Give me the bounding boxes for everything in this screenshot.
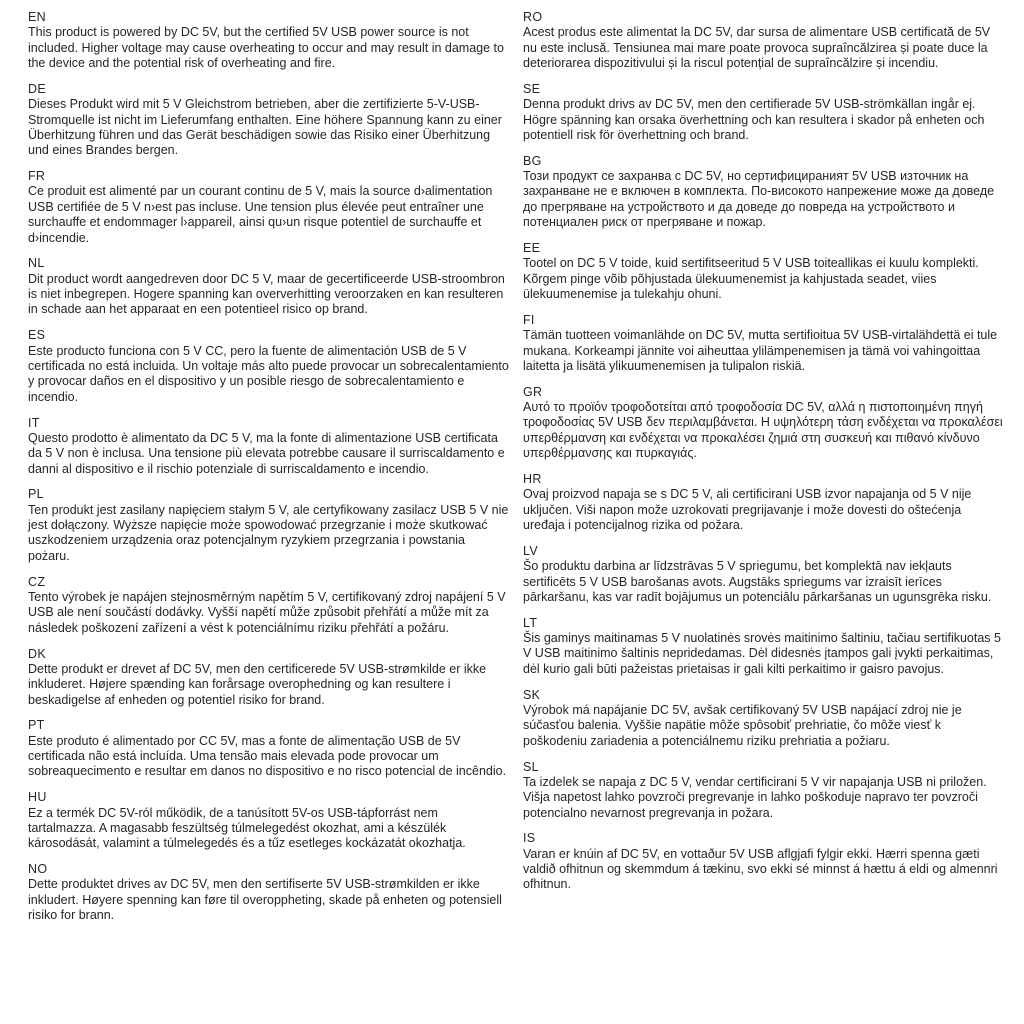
language-section-fi [523, 312, 1004, 374]
language-text: Questo prodotto è alimentato da DC 5 V, ma la fonte di alimentazione USB certificata da 5 V non è inclusa. Una tensione più elevata potrebbe causare il surriscaldamento e danni al dispositivo e il rischio potenziale di surriscaldamento e incendio. [28, 430, 505, 476]
language-section-fr [28, 168, 509, 246]
language-text: Výrobok má napájanie DC 5V, avšak certifikovaný 5V USB napájací zdroj nie je súčasťou balenia. Vyššie napätie môže spôsobiť prehriatie, čo môže viesť k poškodeniu zariadenia a potenciálnemu riziku prehriatia a požiaru. [523, 702, 962, 748]
language-code: LT [523, 615, 538, 630]
language-section-pl [28, 486, 509, 564]
language-code: BG [523, 153, 542, 168]
language-section-is [523, 830, 1004, 892]
language-section-es [28, 327, 509, 405]
language-code: FR [28, 169, 46, 184]
language-code: DE [28, 81, 46, 96]
language-text: Ez a termék DC 5V-ról működik, de a tanúsított 5V-os USB-tápforrást nem tartalmazza. A magasabb feszültség túlmelegedést okozhat, ami a készülék károsodását, valamint a túlmelegedés és a tűz esetleges kockázatát okozhatja. [28, 805, 466, 851]
language-code: RO [523, 10, 543, 24]
language-code: PL [28, 487, 44, 502]
language-text: Šis gaminys maitinamas 5 V nuolatinės srovės maitinimo šaltiniu, tačiau sertifikuotas 5 V USB maitinimo šaltinis nepridedamas. Dėl didesnės įtampos gali įvykti perkaitimas, dėl kurio gali būti pažeistas prietaisas ir gali kilti perkaitimo ir gaisro pavojus. [523, 631, 1001, 676]
language-code: GR [523, 384, 543, 399]
language-text: Tento výrobek je napájen stejnosměrným napětím 5 V, certifikovaný zdroj napájení 5 V USB ale není součástí dodávky. Vyšší napětí může způsobit přehřátí a může mít za následek poškození zařízení a vést k potenciálnímu riziku přehřátí a požáru. [28, 589, 506, 635]
left-column [28, 9, 509, 1016]
language-code: DK [28, 646, 46, 661]
language-section-lv [523, 543, 1004, 605]
language-section-se [523, 81, 1004, 143]
language-code: FI [523, 312, 535, 327]
language-text: Denna produkt drivs av DC 5V, men den certifierade 5V USB-strömkällan ingår ej. Högre spänning kan orsaka överhettning och kan resultera i skador på enheten och potentiell risk för överhettning och brand. [523, 97, 985, 142]
language-code: SK [523, 687, 541, 702]
language-text: Ten produkt jest zasilany napięciem stałym 5 V, ale certyfikowany zasilacz USB 5 V nie jest dołączony. Wyższe napięcie może spowodować przegrzanie i może skutkować uszkodzeniem urządzenia oraz potencjalnym ryzykiem przegrzania i powstania pożaru. [28, 502, 509, 563]
language-section-gr [523, 384, 1004, 462]
language-section-bg [523, 153, 1004, 231]
language-section-ro [523, 9, 1004, 71]
language-text: Tootel on DC 5 V toide, kuid sertifitseeritud 5 V USB toiteallikas ei kuulu komplekti. Kõrgem pinge võib põhjustada ülekuumenemist ja kahjustada seadet, viies ülekuumenemise ja tulekahju ohuni. [523, 256, 979, 301]
language-text: Šo produktu darbina ar līdzstrāvas 5 V spriegumu, bet komplektā nav iekļauts sertificēts 5 V USB barošanas avots. Augstāks spriegums var izraisīt ierīces pārkaršanu, kas var radīt bojājumus un potenciālu pārkaršanas un ugunsgrēka risku. [523, 559, 992, 604]
language-section-cz [28, 574, 509, 636]
language-section-it [28, 415, 509, 477]
language-code: PT [28, 718, 45, 733]
language-code: NL [28, 256, 45, 271]
language-code: EE [523, 241, 541, 255]
language-section-ee [523, 240, 1004, 302]
language-code: LV [523, 543, 538, 558]
language-text: Dette produkt er drevet af DC 5V, men den certificerede 5V USB-strømkilde er ikke inkluderet. Højere spænding kan forårsage overophedning og kan resultere i beskadigelse af enheden og potentiel risiko for brand. [28, 661, 487, 707]
language-section-dk [28, 646, 509, 708]
language-code: HU [28, 790, 47, 805]
language-text: Dette produktet drives av DC 5V, men den sertifiserte 5V USB-strømkilden er ikke inkludert. Høyere spenning kan føre til overoppheting, skade på enheten og potensiell risiko for brann. [28, 877, 502, 923]
language-text: Tämän tuotteen voimanlähde on DC 5V, mutta sertifioitua 5V USB-virtalähdettä ei tule mukana. Korkeampi jännite voi aiheuttaa ylilämpenemisen ja tämä voi vahingoittaa laitetta ja lisätä ylikuumenemisen ja tulipalon riskiä. [523, 328, 998, 373]
language-text: Este producto funciona con 5 V CC, pero la fuente de alimentación USB de 5 V certificada no está incluida. Un voltaje más alto puede provocar un sobrecalentamiento y provocar daños en el dispositivo y un posible riesgo de sobrecalentamiento e incendio. [28, 343, 509, 404]
language-section-nl [28, 255, 509, 317]
language-code: HR [523, 472, 542, 486]
language-section-sk [523, 687, 1004, 749]
language-code: EN [28, 10, 46, 24]
language-section-pt [28, 717, 509, 779]
right-column [523, 9, 1004, 1016]
language-code: ES [28, 328, 46, 343]
language-section-sl [523, 759, 1004, 821]
language-text: Този продукт се захранва с DC 5V, но сертифицираният 5V USB източник на захранване не е включен в комплекта. По-високото напрежение може да доведе до прегряване на устройството и да доведе до повреда на устройството и потенциален риск от прегряване и пожар. [523, 169, 995, 230]
language-section-lt [523, 615, 1004, 677]
language-section-en [28, 9, 509, 71]
language-text: Dieses Produkt wird mit 5 V Gleichstrom betrieben, aber die zertifizierte 5-V-USB-Stromquelle ist nicht im Lieferumfang enthalten. Eine höhere Spannung kann zu einer Überhitzung führen und das Gerät beschädigen sowie das Risiko einer Überhitzung und eines Brandes bergen. [28, 97, 502, 158]
language-text: Ce produit est alimenté par un courant continu de 5 V, mais la source d›alimentation USB certifiée de 5 V n›est pas incluse. Une tension plus élevée peut entraîner une surchauffe et endommager l›appareil, ainsi qu›un risque potentiel de surchauffe et d›incendie. [28, 184, 493, 245]
language-code: IS [523, 831, 536, 846]
language-section-no [28, 861, 509, 923]
language-code: SE [523, 81, 541, 96]
language-section-hu [28, 789, 509, 851]
language-text: Acest produs este alimentat la DC 5V, dar sursa de alimentare USB certificată de 5V nu este inclusă. Tensiunea mai mare poate provoca supraîncălzirea și poate duce la deteriorarea dispozitivului și la riscul potențial de supraîncălzire și incendiu. [523, 25, 991, 70]
language-code: NO [28, 862, 48, 877]
language-text: This product is powered by DC 5V, but the certified 5V USB power source is not included. Higher voltage may cause overheating to occur and may result in damage to the device and the potential risk of overheating and fire. [28, 25, 504, 70]
language-section-hr [523, 471, 1004, 533]
language-text: Ovaj proizvod napaja se s DC 5 V, ali certificirani USB izvor napajanja od 5 V nije uključen. Viši napon može uzrokovati pregrijavanje i može dovesti do oštećenja uređaja i potencijalnog rizika od požara. [523, 487, 972, 532]
language-text: Dit product wordt aangedreven door DC 5 V, maar de gecertificeerde USB-stroombron is niet inbegrepen. Hogere spanning kan oververhitting veroorzaken en kan resulteren in schade aan het apparaat en een potentieel risico op brand. [28, 271, 505, 317]
language-text: Αυτό το προϊόν τροφοδοτείται από τροφοδοσία DC 5V, αλλά η πιστοποιημένη πηγή τροφοδοσίας 5V USB δεν περιλαμβάνεται. Η υψηλότερη τάση ενδέχεται να προκαλέσει υπερθέρμανση και ενδέχεται να προκαλέσει ζημιά στη συσκευή και πιθανό κίνδυνο υπερθέρμανσης και πυρκαγιάς. [523, 400, 1003, 461]
language-code: IT [28, 415, 40, 430]
language-code: CZ [28, 574, 46, 589]
language-code: SL [523, 759, 539, 774]
language-text: Ta izdelek se napaja z DC 5 V, vendar certificirani 5 V vir napajanja USB ni priložen. Višja napetost lahko povzroči pregrevanje in lahko poškoduje napravo ter povzroči potencialno nevarnost pregrevanja in požara. [523, 774, 987, 820]
language-text: Este produto é alimentado por CC 5V, mas a fonte de alimentação USB de 5V certificada não está incluída. Uma tensão mais elevada pode provocar um sobreaquecimento e resultar em danos no dispositivo e no risco potencial de incêndio. [28, 733, 507, 779]
language-text: Varan er knúin af DC 5V, en vottaður 5V USB aflgjafi fylgir ekki. Hærri spenna gæti valdið ofhitnun og skemmdum á tækinu, svo ekki sé minnst á hættu á eldi og almennri ofhitnun. [523, 846, 998, 892]
language-section-de [28, 81, 509, 159]
